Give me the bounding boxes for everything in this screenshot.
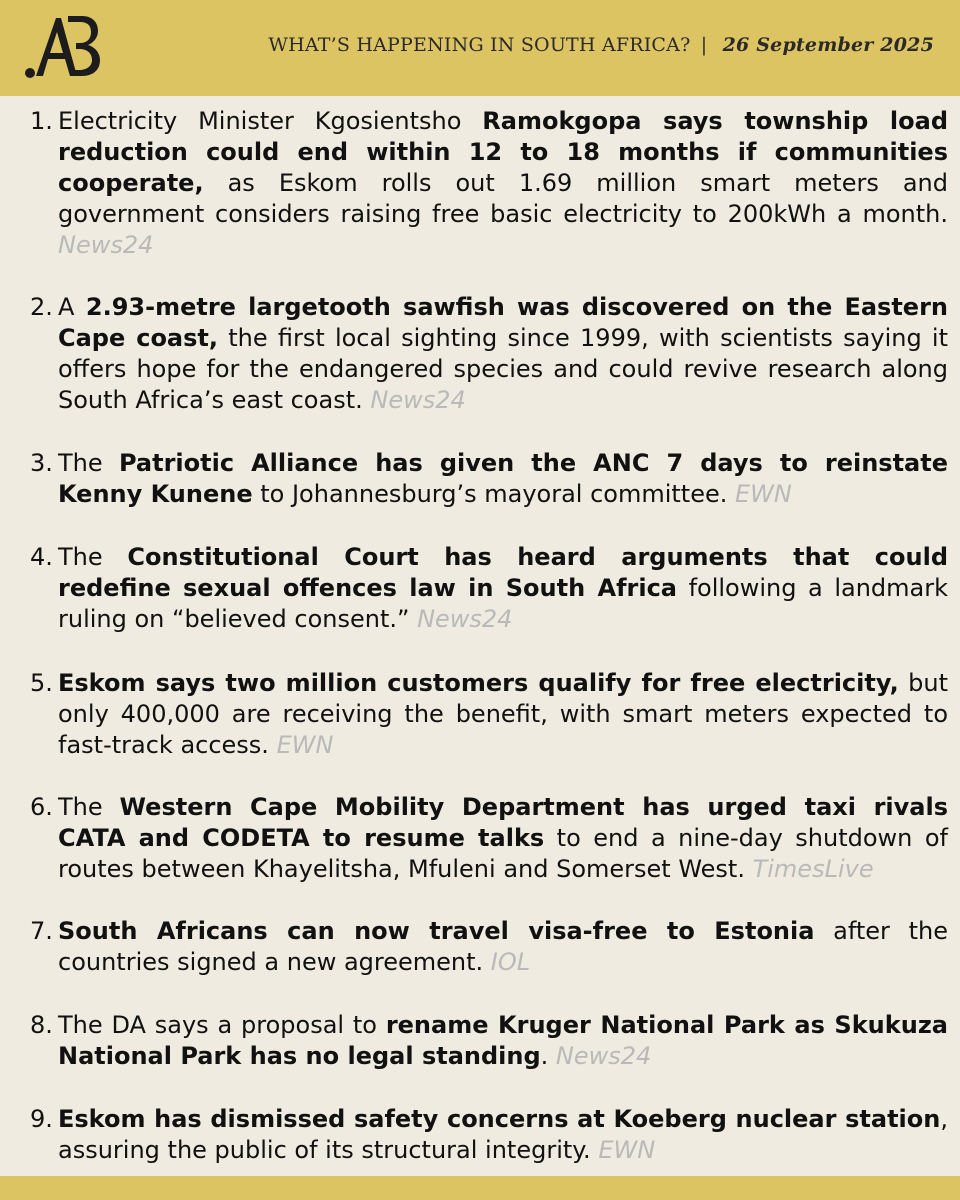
item-lead: The: [58, 793, 120, 821]
item-text: [58, 668, 948, 761]
item-body: following a landmark ruling on “believed consent.”: [58, 574, 948, 633]
news-item: [22, 1104, 948, 1166]
item-number: 9.: [30, 1105, 53, 1133]
item-lead: The: [58, 543, 128, 571]
item-headline: Patriotic Alliance has given the ANC 7 days to reinstate Kenny Kunene: [58, 449, 948, 508]
item-source-link[interactable]: News24: [370, 386, 466, 414]
item-text: [58, 1104, 948, 1166]
news-item: [22, 292, 948, 416]
item-text: [58, 448, 948, 510]
item-number: 1.: [30, 107, 53, 135]
item-number: 6.: [30, 793, 53, 821]
item-text: [58, 792, 948, 885]
item-text: [58, 292, 948, 416]
item-body: but only 400,000 are receiving the benefit, with smart meters expected to fast-track access.: [58, 669, 949, 759]
item-lead: Electricity Minister Kgosientsho: [58, 107, 483, 135]
item-source-link[interactable]: News24: [417, 605, 513, 633]
news-item: [22, 542, 948, 635]
item-body: after the countries signed a new agreement.: [58, 917, 949, 976]
item-text: [58, 106, 948, 261]
item-number: 3.: [30, 449, 53, 477]
news-item: [22, 916, 948, 978]
header-bar: [0, 0, 960, 96]
item-lead: The: [58, 449, 119, 477]
item-headline: Ramokgopa says township load reduction could end within 12 to 18 months if communities cooperate,: [58, 107, 949, 197]
news-item: [22, 668, 948, 761]
item-source-link[interactable]: News24: [555, 1042, 652, 1070]
item-lead: The DA says a proposal to: [58, 1011, 386, 1039]
item-headline: Eskom has dismissed safety concerns at Koeberg nuclear station: [58, 1105, 941, 1133]
footer-bar: [0, 1176, 960, 1200]
item-body: , assuring the public of its structural integrity.: [58, 1105, 948, 1164]
item-text: [58, 1010, 948, 1072]
news-item: [22, 106, 948, 261]
item-body: to Johannesburg’s mayoral committee.: [252, 480, 735, 508]
item-headline: 2.93-metre largetooth sawfish was discovered on the Eastern Cape coast,: [58, 293, 949, 352]
header-date: 26 September 2025: [722, 34, 934, 56]
item-headline: Western Cape Mobility Department has urged taxi rivals CATA and CODETA to resume talks: [58, 793, 949, 852]
item-headline: South Africans can now travel visa-free to Estonia: [58, 917, 815, 945]
item-body: the first local sighting since 1999, with scientists saying it offers hope for the endangered species and could revive research along South Africa’s east coast.: [58, 324, 948, 414]
item-source-link[interactable]: IOL: [490, 948, 531, 976]
news-item: [22, 1010, 948, 1072]
item-body: to end a nine-day shutdown of routes between Khayelitsha, Mfuleni and Somerset West.: [58, 824, 948, 883]
header-separator: |: [700, 34, 708, 56]
header-headline: [268, 34, 934, 56]
item-source-link[interactable]: EWN: [598, 1136, 656, 1164]
item-text: [58, 916, 948, 978]
item-number: 5.: [30, 669, 53, 697]
item-source-link[interactable]: EWN: [276, 731, 334, 759]
item-headline: Constitutional Court has heard arguments that could redefine sexual offences law in South Africa: [58, 543, 949, 602]
item-number: 4.: [30, 543, 53, 571]
item-body: .: [540, 1042, 556, 1070]
item-number: 2.: [30, 293, 53, 321]
item-source-link[interactable]: News24: [58, 231, 154, 259]
item-headline: Eskom says two million customers qualify for free electricity,: [58, 669, 899, 697]
header-title: WHAT’S HAPPENING IN SOUTH AFRICA?: [268, 34, 691, 56]
item-number: 7.: [30, 917, 53, 945]
item-lead: A: [58, 293, 86, 321]
item-source-link[interactable]: EWN: [735, 480, 792, 508]
item-text: [58, 542, 948, 635]
news-item: [22, 448, 948, 510]
item-headline: rename Kruger National Park as Skukuza National Park has no legal standing: [58, 1011, 948, 1070]
news-item: [22, 792, 948, 885]
brand-logo: [24, 12, 102, 80]
item-source-link[interactable]: TimesLive: [752, 855, 874, 883]
item-number: 8.: [30, 1011, 53, 1039]
item-body: as Eskom rolls out 1.69 million smart meters and government considers raising free basic electricity to 200kWh a month.: [58, 169, 948, 228]
